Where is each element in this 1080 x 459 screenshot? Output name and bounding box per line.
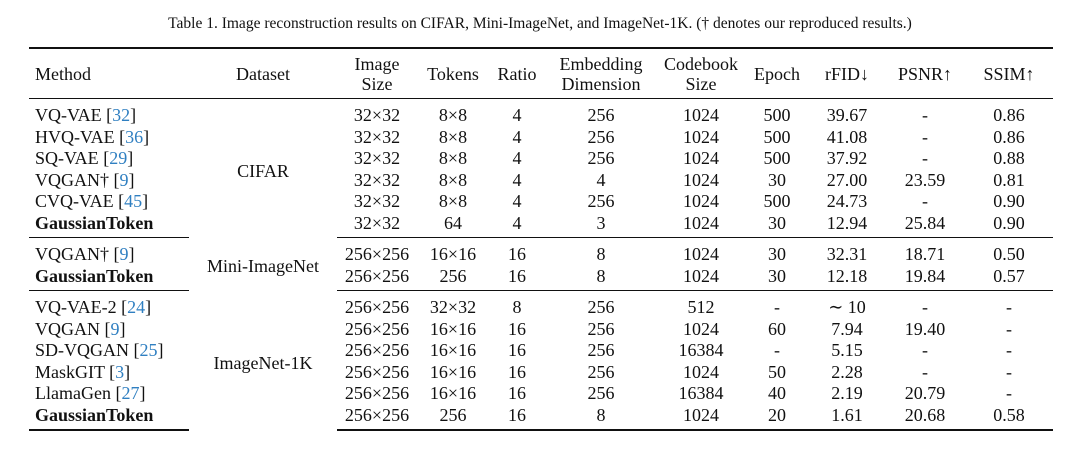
embedding-dim-cell: 8: [545, 266, 657, 291]
method-name: LlamaGen: [35, 383, 111, 403]
table-row: [29, 170, 1053, 192]
column-header-label: Image: [354, 54, 400, 74]
ratio-cell: 16: [508, 244, 526, 264]
codebook-size-cell: 1024: [683, 361, 719, 382]
citation-link[interactable]: 45: [124, 191, 143, 211]
method-cell: SD-VQGAN [25]: [35, 340, 164, 360]
column-header-tokens: [417, 48, 489, 99]
ratio-cell: 4: [489, 213, 545, 238]
method-cell: MaskGIT [3]: [35, 361, 131, 382]
image-size-cell: 32×32: [337, 213, 417, 238]
image-size-cell: 32×32: [353, 148, 401, 168]
column-header-image-size: [337, 48, 417, 99]
image-size-cell: 256×256: [344, 244, 410, 264]
embedding-dim-cell: 256: [587, 340, 615, 360]
dataset-cell: ImageNet-1K: [213, 352, 313, 373]
tokens-cell: 256: [417, 405, 489, 431]
column-header-ratio: [489, 48, 545, 99]
method-name: VQGAN: [35, 244, 100, 264]
method-cell: LlamaGen [27]: [35, 383, 146, 403]
method-cell: VQGAN [9]: [35, 318, 126, 339]
table-header: [29, 48, 1053, 99]
epoch-cell: 30: [768, 244, 786, 264]
codebook-size-cell: 1024: [683, 105, 719, 125]
table-row: [29, 127, 1053, 149]
results-table: [29, 47, 1053, 431]
table-row: [29, 99, 1053, 127]
table-group-imagenet-1k: [29, 291, 1053, 431]
method-name: VQ-VAE-2: [35, 297, 117, 317]
method-cell: VQGAN† [9]: [35, 169, 135, 190]
epoch-cell: 40: [768, 383, 786, 403]
table-group-cifar: [29, 99, 1053, 238]
epoch-cell: 30: [745, 266, 809, 291]
column-header-label: Dimension: [561, 74, 641, 94]
column-header-label: Size: [361, 74, 393, 94]
codebook-size-cell: 1024: [683, 318, 719, 339]
citation-link[interactable]: 36: [125, 126, 144, 147]
epoch-cell: 20: [745, 405, 809, 431]
image-size-cell: 256×256: [344, 383, 410, 403]
citation-link[interactable]: 29: [109, 148, 128, 168]
column-header-label: Method: [35, 64, 91, 84]
column-header-ssim: [965, 48, 1053, 99]
table-row: [29, 405, 1053, 431]
psnr-cell: -: [922, 148, 928, 168]
tokens-cell: 8×8: [438, 169, 468, 190]
image-size-cell: 256×256: [344, 340, 410, 360]
codebook-size-cell: 1024: [683, 191, 719, 211]
psnr-cell: 25.84: [885, 213, 965, 238]
image-size-cell: 256×256: [344, 297, 410, 317]
ratio-cell: 4: [512, 191, 522, 211]
column-header-label: Embedding: [559, 54, 643, 74]
epoch-cell: 30: [768, 169, 786, 190]
ratio-cell: 8: [512, 297, 522, 317]
ssim-cell: -: [1006, 383, 1012, 403]
rfid-cell: 12.94: [809, 213, 885, 238]
image-size-cell: 256×256: [337, 266, 417, 291]
column-header-label: Dataset: [236, 64, 290, 84]
epoch-cell: 60: [768, 318, 786, 339]
citation-link[interactable]: 9: [110, 318, 120, 339]
epoch-cell: 500: [763, 148, 791, 168]
embedding-dim-cell: 256: [587, 318, 615, 339]
image-size-cell: 32×32: [353, 169, 401, 190]
method-name: VQGAN: [35, 318, 100, 339]
method-name: GaussianToken: [35, 212, 154, 233]
column-header-label: Tokens: [427, 64, 479, 84]
table-row: [29, 238, 1053, 266]
method-name: SD-VQGAN: [35, 340, 129, 360]
psnr-cell: -: [922, 191, 928, 211]
codebook-size-cell: 1024: [683, 169, 719, 190]
image-size-cell: 256×256: [337, 405, 417, 431]
image-size-cell: 32×32: [353, 126, 401, 147]
embedding-dim-cell: 4: [596, 169, 606, 190]
ratio-cell: 4: [512, 169, 522, 190]
column-header-method: [29, 48, 189, 99]
method-cell: VQ-VAE [32]: [35, 105, 137, 125]
ssim-cell: -: [1006, 340, 1012, 360]
rfid-cell: 41.08: [826, 126, 868, 147]
table-row: [29, 213, 1053, 238]
rfid-cell: 2.28: [831, 361, 863, 382]
ratio-cell: 4: [512, 105, 522, 125]
dataset-cell: Mini-ImageNet: [207, 256, 319, 277]
tokens-cell: 16×16: [429, 361, 477, 382]
method-cell: [29, 213, 189, 238]
embedding-dim-cell: 256: [587, 126, 615, 147]
image-size-cell: 256×256: [344, 361, 410, 382]
epoch-cell: -: [774, 297, 780, 317]
table-row: [29, 266, 1053, 291]
table-row: [29, 383, 1053, 405]
column-header-rfid: [809, 48, 885, 99]
epoch-cell: -: [774, 340, 780, 360]
epoch-cell: 500: [763, 126, 791, 147]
rfid-cell: 37.92: [826, 148, 868, 168]
embedding-dim-cell: 256: [587, 361, 615, 382]
tokens-cell: 8×8: [438, 191, 468, 211]
column-header-label: Ratio: [497, 64, 537, 84]
ratio-cell: 4: [512, 126, 522, 147]
column-header-label: Codebook: [664, 54, 738, 74]
epoch-cell: 30: [745, 213, 809, 238]
psnr-cell: -: [922, 361, 928, 382]
ssim-cell: -: [1006, 297, 1012, 317]
epoch-cell: 50: [768, 361, 786, 382]
ratio-cell: 16: [508, 340, 526, 360]
codebook-size-cell: 1024: [683, 126, 719, 147]
rfid-cell: 1.61: [809, 405, 885, 431]
embedding-dim-cell: 256: [587, 297, 615, 317]
codebook-size-cell: 1024: [657, 266, 745, 291]
codebook-size-cell: 1024: [683, 244, 719, 264]
method-name: HVQ-VAE: [35, 126, 115, 147]
codebook-size-cell: 1024: [657, 405, 745, 431]
ssim-cell: 0.88: [993, 148, 1025, 168]
column-header-label: rFID↓: [825, 64, 869, 84]
ssim-cell: 0.86: [993, 105, 1025, 125]
ssim-cell: 0.50: [993, 244, 1025, 264]
epoch-cell: 500: [763, 105, 791, 125]
psnr-cell: -: [922, 297, 928, 317]
ssim-cell: 0.57: [965, 266, 1053, 291]
rfid-cell: 12.18: [809, 266, 885, 291]
tokens-cell: 16×16: [429, 318, 477, 339]
method-name: MaskGIT: [35, 361, 105, 382]
column-header-dataset: [189, 48, 337, 99]
image-size-cell: 256×256: [344, 318, 410, 339]
ssim-cell: 0.90: [993, 191, 1025, 211]
tokens-cell: 16×16: [429, 340, 477, 360]
rfid-cell: 7.94: [831, 318, 863, 339]
psnr-cell: 20.68: [885, 405, 965, 431]
reproduced-dagger-mark: †: [100, 244, 109, 264]
tokens-cell: 8×8: [438, 148, 468, 168]
embedding-dim-cell: 256: [587, 148, 615, 168]
rfid-cell: 39.67: [826, 105, 868, 125]
ratio-cell: 16: [508, 361, 526, 382]
table-row: [29, 291, 1053, 319]
method-cell: [29, 405, 189, 431]
tokens-cell: 256: [417, 266, 489, 291]
ssim-cell: -: [1006, 361, 1012, 382]
method-cell: VQ-VAE-2 [24]: [35, 297, 152, 317]
tokens-cell: 8×8: [438, 105, 468, 125]
psnr-cell: 18.71: [904, 244, 946, 264]
table-row: [29, 340, 1053, 362]
table-caption: Table 1. Image reconstruction results on CIFAR, Mini-ImageNet, and ImageNet-1K. († denotes our reproduced results.): [168, 15, 912, 32]
header-row: [29, 48, 1053, 99]
codebook-size-cell: 1024: [683, 148, 719, 168]
embedding-dim-cell: 3: [545, 213, 657, 238]
tokens-cell: 8×8: [438, 126, 468, 147]
image-size-cell: 32×32: [353, 191, 401, 211]
rfid-cell: ∼ 10: [828, 297, 866, 317]
method-name: GaussianToken: [35, 404, 154, 425]
method-name: CVQ-VAE: [35, 191, 114, 211]
citation-link[interactable]: 32: [112, 105, 131, 125]
psnr-cell: 19.84: [885, 266, 965, 291]
citation-link[interactable]: 3: [115, 361, 125, 382]
ratio-cell: 16: [489, 266, 545, 291]
rfid-cell: 27.00: [826, 169, 868, 190]
reproduced-dagger-mark: †: [100, 169, 109, 190]
method-name: GaussianToken: [35, 265, 154, 286]
method-cell: HVQ-VAE [36]: [35, 126, 150, 147]
epoch-cell: 500: [763, 191, 791, 211]
psnr-cell: 23.59: [904, 169, 946, 190]
embedding-dim-cell: 256: [587, 383, 615, 403]
column-header-label: Size: [685, 74, 717, 94]
codebook-size-cell: 512: [687, 297, 715, 317]
ssim-cell: 0.81: [993, 169, 1025, 190]
column-header-label: PSNR↑: [897, 64, 953, 84]
psnr-cell: -: [922, 340, 928, 360]
table-row: [29, 319, 1053, 341]
codebook-size-cell: 16384: [678, 383, 724, 403]
dataset-cell: CIFAR: [237, 160, 289, 181]
psnr-cell: -: [922, 126, 928, 147]
tokens-cell: 16×16: [429, 383, 477, 403]
ratio-cell: 16: [508, 383, 526, 403]
table-row: [29, 148, 1053, 170]
column-header-embedding-dim: [545, 48, 657, 99]
citation-link[interactable]: 9: [119, 244, 129, 264]
table-row: [29, 191, 1053, 213]
ssim-cell: 0.86: [993, 126, 1025, 147]
embedding-dim-cell: 8: [596, 244, 606, 264]
table-row: [29, 362, 1053, 384]
method-name: SQ-VAE: [35, 148, 99, 168]
column-header-epoch: [745, 48, 809, 99]
psnr-cell: -: [922, 105, 928, 125]
embedding-dim-cell: 8: [545, 405, 657, 431]
tokens-cell: 32×32: [429, 297, 477, 317]
citation-link[interactable]: 24: [127, 297, 146, 317]
ssim-cell: -: [1006, 318, 1012, 339]
column-header-codebook-size: [657, 48, 745, 99]
rfid-cell: 24.73: [826, 191, 868, 211]
psnr-cell: 20.79: [904, 383, 946, 403]
embedding-dim-cell: 256: [587, 105, 615, 125]
codebook-size-cell: 1024: [657, 213, 745, 238]
ratio-cell: 16: [489, 405, 545, 431]
embedding-dim-cell: 256: [587, 191, 615, 211]
method-cell: VQGAN† [9]: [35, 244, 135, 264]
table-group-mini-imagenet: [29, 238, 1053, 291]
psnr-cell: 19.40: [904, 318, 946, 339]
citation-link[interactable]: 9: [119, 169, 129, 190]
tokens-cell: 64: [417, 213, 489, 238]
ssim-cell: 0.90: [965, 213, 1053, 238]
tokens-cell: 16×16: [429, 244, 477, 264]
method-name: VQ-VAE: [35, 105, 102, 125]
method-cell: CVQ-VAE [45]: [35, 191, 149, 211]
codebook-size-cell: 16384: [678, 340, 724, 360]
rfid-cell: 5.15: [831, 340, 863, 360]
citation-link[interactable]: 27: [121, 383, 140, 403]
ratio-cell: 16: [508, 318, 526, 339]
column-header-label: SSIM↑: [983, 64, 1035, 84]
image-size-cell: 32×32: [353, 105, 401, 125]
rfid-cell: 2.19: [831, 383, 863, 403]
ssim-cell: 0.58: [965, 405, 1053, 431]
citation-link[interactable]: 25: [139, 340, 158, 360]
column-header-label: Epoch: [754, 64, 800, 84]
method-cell: [29, 266, 189, 291]
rfid-cell: 32.31: [826, 244, 868, 264]
ratio-cell: 4: [512, 148, 522, 168]
column-header-psnr: [885, 48, 965, 99]
method-name: VQGAN: [35, 169, 100, 190]
method-cell: SQ-VAE [29]: [35, 148, 134, 168]
